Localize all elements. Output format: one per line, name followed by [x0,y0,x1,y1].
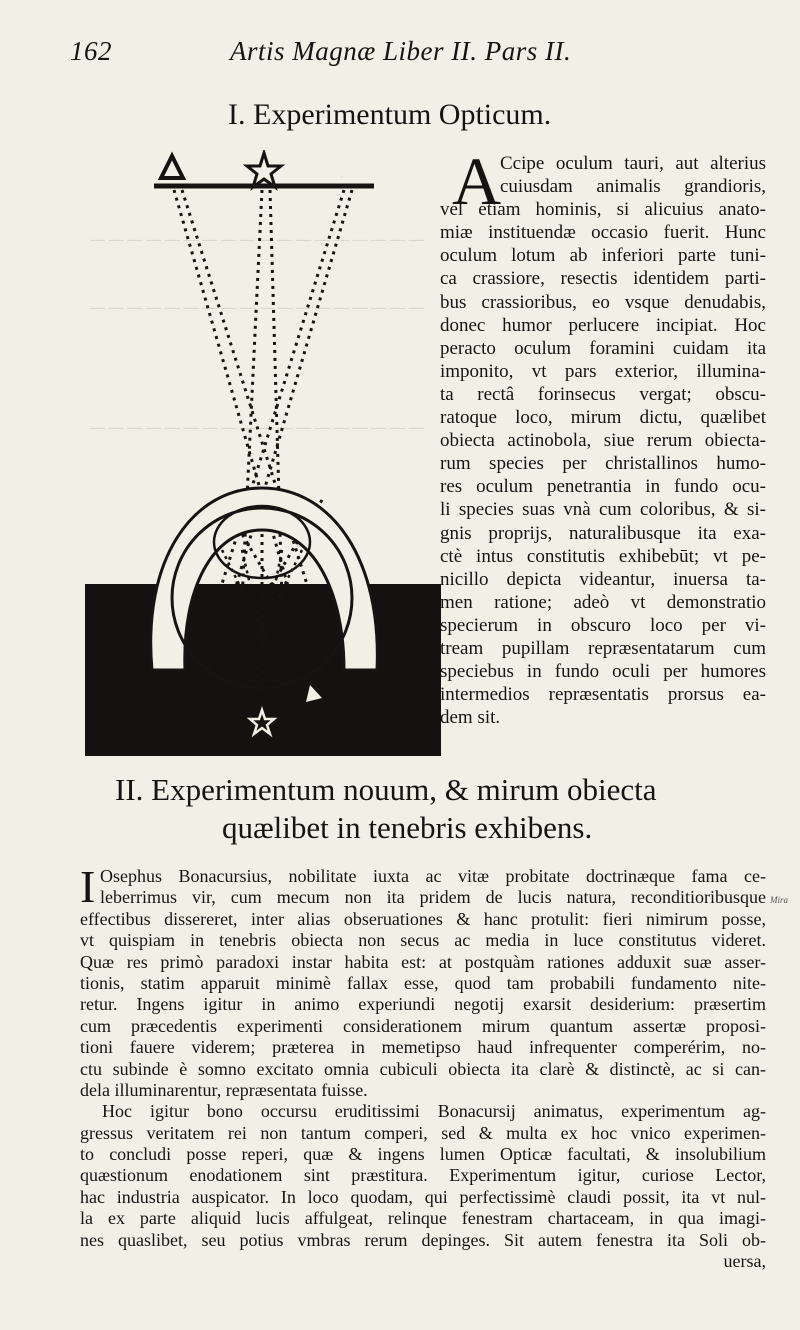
text-line: la ex parte aliquid lucis affulgeat, relinque fenestram chartaceam, in qua imagi- [80,1208,766,1229]
section-1-title: I. Experimentum Opticum. [228,98,552,131]
text-line: vel etiam hominis, si alicuius anato- [440,199,766,221]
text-line: imponito, vt pars exterior, illumina- [440,360,766,382]
text-line: ctè intus constitutis exhibebūt; vt pe- [440,545,766,567]
bleed-through-text: — — — — — — — — — — — — — — — — — — [90,300,424,316]
running-title: Artis Magnæ Liber II. Pars II. [230,36,572,66]
text-line: tionis, statim apparuit minimè fallax esse, quod tam probabili fundamento nite- [80,972,766,993]
drop-cap-i: I [80,861,96,912]
text-line: tream pupillam repræsentatarum cum [440,637,766,659]
text-line: ta rectâ forinsecus vergat; obscu- [440,383,766,405]
text-line: dela illuminarentur, repræsentata fuisse. [80,1079,368,1100]
text-line: gnis proprijs, naturalibusque ita exa- [440,522,766,544]
margin-note: Mira [770,895,788,905]
text-line: miæ instituendæ occasio fuerit. Hunc [440,222,766,244]
text-line: ratoque loco, mirum dictu, quælibet [440,407,766,429]
text-line: specierum in obscuro loco per vi- [440,614,766,636]
text-line: quæstionum enodationem sint præstitura. Experimentum igitur, curiose Lector, [80,1165,766,1186]
text-line: to concludi posse reperi, quæ & ingens lumen Opticæ facultati, & insolubilium [80,1144,766,1165]
text-line: intermedios repræsentatis prorsus ea- [440,684,766,706]
text-line: leberrimus vir, cum mecum non ita pridem de lucis natura, reconditioribusque [100,887,766,908]
page-number: 162 [70,36,112,66]
text-line: res oculum penetrantia in fundo ocu- [440,476,766,498]
triangle-symbol-icon [161,156,183,178]
text-line: obiecta actinobola, siue rerum obiecta- [440,430,766,452]
catchword: uersa, [723,1251,766,1272]
text-line: ctu subinde è somno excitato omnia cubiculi obiecta ita clarè & distinctè, ac si can- [80,1058,766,1079]
text-line: ca crassiore, resectis identidem parti- [440,268,766,290]
section-2-text [80,861,766,1272]
star-symbol-icon [247,153,281,187]
section-2-title-line-2: quælibet in tenebris exhibens. [222,810,593,845]
text-line: vt quispiam in tenebris obiecta non secus ac media in luce constitutus videret. [80,930,766,951]
bleed-through-text: — — — — — — — — — — — — — — — — — — [90,232,424,248]
text-line: bus crassioribus, eo vsque denudabis, [440,291,766,313]
text-line: tioni fauere viderem; præterea in memetipso haud infrequenter comperérim, no- [80,1037,766,1058]
text-line: Ccipe oculum tauri, aut alterius [500,153,766,174]
text-line: dem sit. [440,707,501,729]
text-line: Quæ res primò paradoxi instar habita est: at postquàm rationes adduxit suæ asser- [80,951,766,972]
text-line: Osephus Bonacursius, nobilitate iuxta ac vitæ probitate doctrinæque fama ce- [100,866,766,886]
eye-optics-woodcut [82,150,442,760]
text-line: retur. Ingens igitur in animo experiundi negotij exarsit desiderium: præsertim [80,994,766,1015]
text-line: peracto oculum foramini cuidam ita [440,337,766,359]
text-line: oculum lotum ab inferiori parte tuni- [440,245,766,267]
text-line: cuiusdam animalis grandioris, [500,176,766,198]
text-line: speciebus in fundo oculi per humores [440,661,766,683]
text-line: nes quaslibet, seu potius vmbras rerum depinges. Sit autem fenestra ita Soli ob- [80,1229,766,1250]
text-line: men ratione; adeò vt demonstratio [440,591,766,613]
text-line: gressus veritatem rei non tantum comperi, sed & multa ex hoc vnico experimen- [80,1122,766,1143]
text-line: donec humor perlucere incipiat. Hoc [440,314,766,336]
section-2-title-line-1: II. Experimentum nouum, & mirum obiecta [115,772,657,807]
text-line: hac industria auspicator. In loco quodam, qui perfectissimè claudi possit, ita vt nul- [80,1186,766,1207]
text-line: cum præcedentis experimenti considerationem mirum quantum assertæ proposi- [80,1015,766,1036]
text-line: effectibus dissereret, inter alias obseruationes & hanc protulit: fieri nimirum posse, [80,908,766,929]
running-header [70,36,630,70]
section-1-text [440,143,766,729]
text-line: Hoc igitur bono occursu eruditissimi Bonacursij animatus, experimentum ag- [102,1101,766,1122]
text-line: li species suas vnà cum coloribus, & si- [440,499,766,521]
text-line: rum species per christallinos humo- [440,453,766,475]
moon-symbol-icon [339,156,352,182]
text-line: nicillo depicta videantur, inuersa ta- [440,568,766,590]
bleed-through-text: — — — — — — — — — — — — — — — — — — [90,420,424,436]
drop-cap-a: A [452,143,502,219]
